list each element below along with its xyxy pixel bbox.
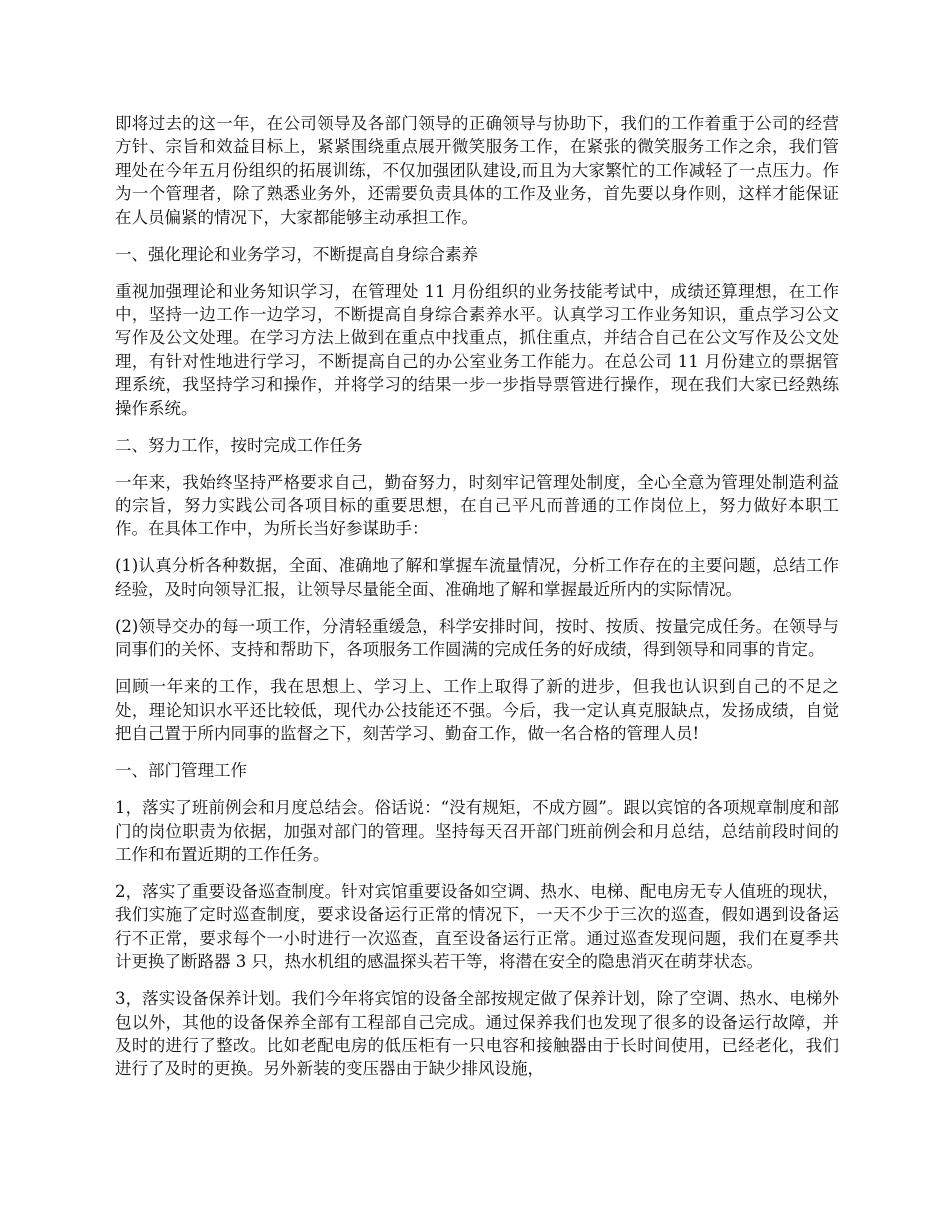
section-heading-department: 一、部门管理工作 <box>115 761 247 781</box>
work-item-1: (1)认真分析各种数据，全面、准确地了解和掌握车流量情况，分析工作存在的主要问题，总结工作经验，及时向领导汇报，让领导尽量能全面、准确地了解和掌握最近所内的实际情况。 <box>115 556 839 599</box>
review-paragraph: 回顾一年来的工作，我在思想上、学习上、工作上取得了新的进步，但我也认识到自己的不足之处，理论知识水平还比较低，现代办公技能还不强。今后，我一定认真克服缺点，发扬成绩，自觉把自己置于所内同事的监督之下，刻苦学习、勤奋工作，做一名合格的管理人员! <box>115 677 839 744</box>
study-paragraph: 重视加强理论和业务知识学习，在管理处 11 月份组织的业务技能考试中，成绩还算理想，在工作中，坚持一边工作一边学习，不断提高自身综合素养水平。认真学习工作业务知识，重点学习公文写作及公文处理。在学习方法上做到在重点中找重点，抓住重点，并结合自己在公文写作及公文处理，有针对性地进行学习，不断提高自己的办公室业务工作能力。在总公司 11 月份建立的票据管理系统，我坚持学习和操作，并将学习的结果一步一步指导票管进行操作，现在我们大家已经熟练操作系统。 <box>115 281 839 418</box>
document-body <box>115 112 839 1094</box>
department-item-2: 2，落实了重要设备巡查制度。针对宾馆重要设备如空调、热水、电梯、配电房无专人值班的现状，我们实施了定时巡查制度，要求设备运行正常的情况下，一天不少于三次的巡查，假如遇到设备运行不正常，要求每个一小时进行一次巡查，直至设备运行正常。通过巡查发现问题，我们在夏季共计更换了断路器 3 只，热水机组的感温探头若干等，将潜在安全的隐患消灭在萌芽状态。 <box>115 881 839 972</box>
department-item-3: 3，落实设备保养计划。我们今年将宾馆的设备全部按规定做了保养计划，除了空调、热水、电梯外包以外，其他的设备保养全部有工程部自己完成。通过保养我们也发现了很多的设备运行故障，并及时的进行了整改。比如老配电房的低压柜有一只电容和接触器由于长时间使用，已经老化，我们进行了及时的更换。另外新装的变压器由于缺少排风设施， <box>115 989 839 1079</box>
section-heading-study: 一、强化理论和业务学习，不断提高自身综合素养 <box>115 244 478 264</box>
work-paragraph: 一年来，我始终坚持严格要求自己，勤奋努力，时刻牢记管理处制度，全心全意为管理处制造利益的宗旨，努力实践公司各项目标的重要思想，在自己平凡而普通的工作岗位上，努力做好本职工作。在具体工作中，为所长当好参谋助手： <box>115 472 839 539</box>
section-heading-work: 二、努力工作，按时完成工作任务 <box>115 435 363 455</box>
intro-paragraph: 即将过去的这一年，在公司领导及各部门领导的正确领导与协助下，我们的工作着重于公司的经营方针、宗旨和效益目标上，紧紧围绕重点展开微笑服务工作，在紧张的微笑服务工作之余，我们管理处在今年五月份组织的拓展训练，不仅加强团队建设,而且为大家繁忙的工作减轻了一点压力。作为一个管理者，除了熟悉业务外，还需要负责具体的工作及业务，首先要以身作则，这样才能保证在人员偏紧的情况下，大家都能够主动承担工作。 <box>115 114 839 227</box>
work-item-2: (2)领导交办的每一项工作，分清轻重缓急，科学安排时间，按时、按质、按量完成任务。在领导与同事们的关怀、支持和帮助下，各项服务工作圆满的完成任务的好成绩，得到领导和同事的肯定。 <box>115 616 839 660</box>
department-item-1: 1，落实了班前例会和月度总结会。俗话说：“没有规矩，不成方圆”。跟以宾馆的各项规章制度和部门的岗位职责为依据，加强对部门的管理。坚持每天召开部门班前例会和月总结，总结前段时间的工作和布置近期的工作任务。 <box>115 798 839 864</box>
